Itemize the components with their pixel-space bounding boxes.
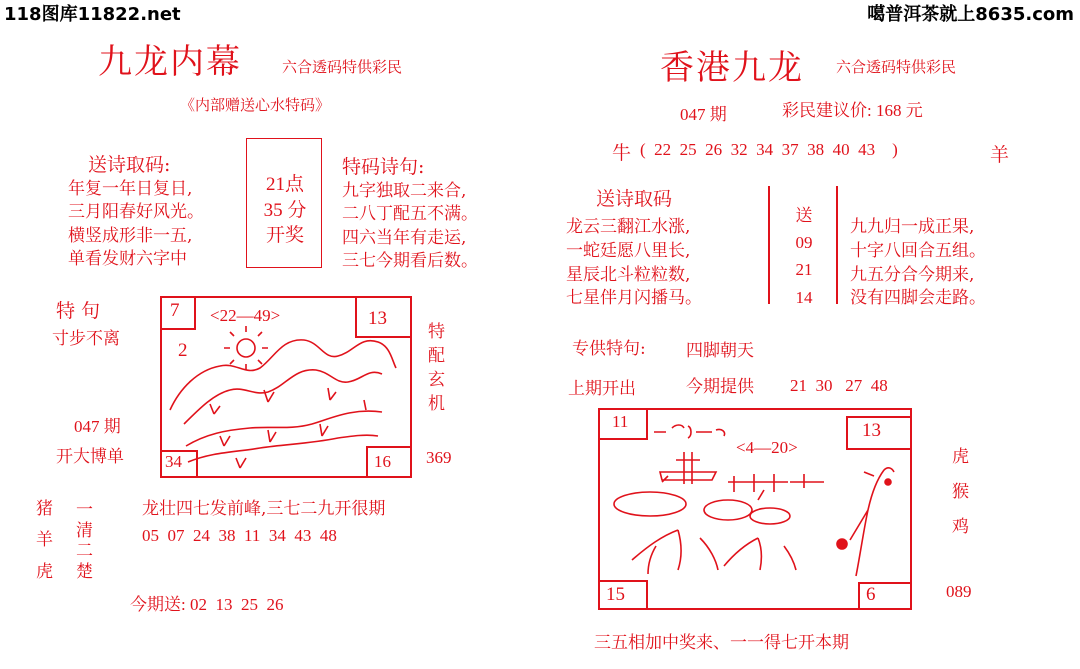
send-column-left-rule [768,186,770,304]
draw-time-minute: 35 分 [263,199,307,221]
right-poem-line: 一蛇廷愿八里长, [566,240,691,261]
special-poem-line: 二八丁配五不满。 [342,204,478,225]
side-zodiac-char: 猴 [952,481,969,502]
side-char: 特 [428,322,445,342]
draw-time-text [250,172,320,249]
left-long-line: 龙壮四七发前峰,三七二九开很期 [142,499,386,519]
side-char: 配 [428,346,445,367]
left-corner-br: 16 [374,452,391,471]
send-number: 14 [795,287,813,307]
left-site-banner: 118图库11822.net [4,4,181,25]
right-poem-line: 龙云三翻江水涨, [566,217,691,237]
right-poem [566,216,702,311]
goat-label: 羊 [990,144,1010,166]
clear-char: 一 [76,500,93,520]
left-corner-bl: 34 [165,452,182,471]
left-sketch-drawing [164,306,404,466]
right-side-code: 089 [946,582,972,601]
right-sketch-drawing [604,416,904,596]
special-phrase: 寸步不离 [52,329,120,349]
left-issue: 047 期 [74,417,121,436]
send-label: 送 [795,206,813,225]
right-issue: 047 期 [680,105,727,124]
right-corner-br: 6 [866,584,876,605]
left-title: 九龙内幕 [98,42,242,82]
special-poem-line: 三七今期看后数。 [342,251,478,272]
send-number: 21 [795,260,813,280]
send-column [776,202,832,311]
last-open-label: 上期开出 [568,379,636,399]
clear-char: 清 [76,520,93,541]
left-mark: 2 [178,340,188,361]
open-big-note: 开大博单 [56,447,124,467]
right-poem2-line: 十字八回合五组。 [850,240,986,261]
left-side-code: 369 [426,448,452,467]
special-poem [342,180,478,274]
special-poem-heading: 特码诗句: [342,156,425,178]
right-corner-bl: 15 [606,584,625,605]
offer-number-list: 21 30 27 48 [790,376,888,395]
zodiac-char: 猪 [36,499,53,519]
side-zodiac-char: 虎 [952,447,969,467]
left-corner-tl: 7 [170,300,180,321]
special-phrase-heading: 特 句 [56,300,101,322]
clear-char: 楚 [76,562,93,583]
left-gift-note: 《内部赠送心水特码》 [180,96,331,114]
right-range: <4—20> [736,438,798,457]
draw-time-hour: 21点 [265,174,304,195]
side-char: 机 [428,394,445,415]
right-poem2-line: 没有四脚会走路。 [850,288,986,309]
right-poem-line: 七星伴月闪播马。 [566,288,702,309]
right-side-zodiac [952,440,969,545]
right-poem-2 [850,216,986,311]
right-subtitle: 六合透码特供彩民 [836,58,957,76]
left-subtitle: 六合透码特供彩民 [282,58,403,76]
left-poem-line: 年复一年日复日, [68,179,193,199]
special-offer-label: 专供特句: [572,339,646,359]
draw-time-label: 开奖 [265,224,304,247]
side-char: 玄 [428,370,445,391]
right-site-banner: 噶普洱茶就上8635.com [867,4,1074,25]
ox-label: 牛 [612,142,632,164]
right-corner-tr: 13 [862,420,881,441]
send-number: 09 [795,233,813,253]
right-poem2-line: 九九归一成正果, [850,217,975,237]
zodiac-char: 虎 [36,561,53,582]
left-poem-line: 单看发财六字中 [68,249,187,270]
right-poem-line: 星辰北斗粒粒数, [566,264,691,285]
zodiac-char: 羊 [36,530,53,551]
left-number-list: 05 07 24 38 11 34 43 48 [142,526,337,545]
left-poem-line: 三月阳春好风光。 [68,202,204,223]
right-bottom-line: 三五相加中奖来、一一得七开本期 [594,633,849,653]
today-send-numbers: 今期送: 02 13 25 26 [130,595,284,614]
side-zodiac-char: 鸡 [952,516,969,537]
left-side-vertical [428,320,445,417]
ox-number-list: ( 22 25 26 32 34 37 38 40 43 ) [640,140,898,159]
left-corner-tr: 13 [368,308,387,329]
right-price: 彩民建议价: 168 元 [782,101,923,120]
left-range: <22—49> [210,306,281,325]
one-clear-vertical [76,500,93,583]
today-offer-label: 今期提供 [686,377,754,397]
right-title: 香港九龙 [660,48,804,88]
special-offer-text: 四脚朝天 [686,341,754,361]
special-poem-line: 四六当年有走运, [342,227,467,248]
left-poem-line: 横竖成形非一五, [68,225,193,246]
left-poem-heading: 送诗取码: [88,154,171,176]
special-poem-line: 九字独取二来合, [342,181,467,201]
send-column-right-rule [836,186,838,304]
right-corner-tl: 11 [612,412,629,431]
right-poem2-line: 九五分合今期来, [850,264,975,285]
left-poem [68,178,204,272]
left-zodiac [36,494,53,588]
clear-char: 二 [76,541,93,562]
right-poem-heading: 送诗取码 [596,188,673,210]
